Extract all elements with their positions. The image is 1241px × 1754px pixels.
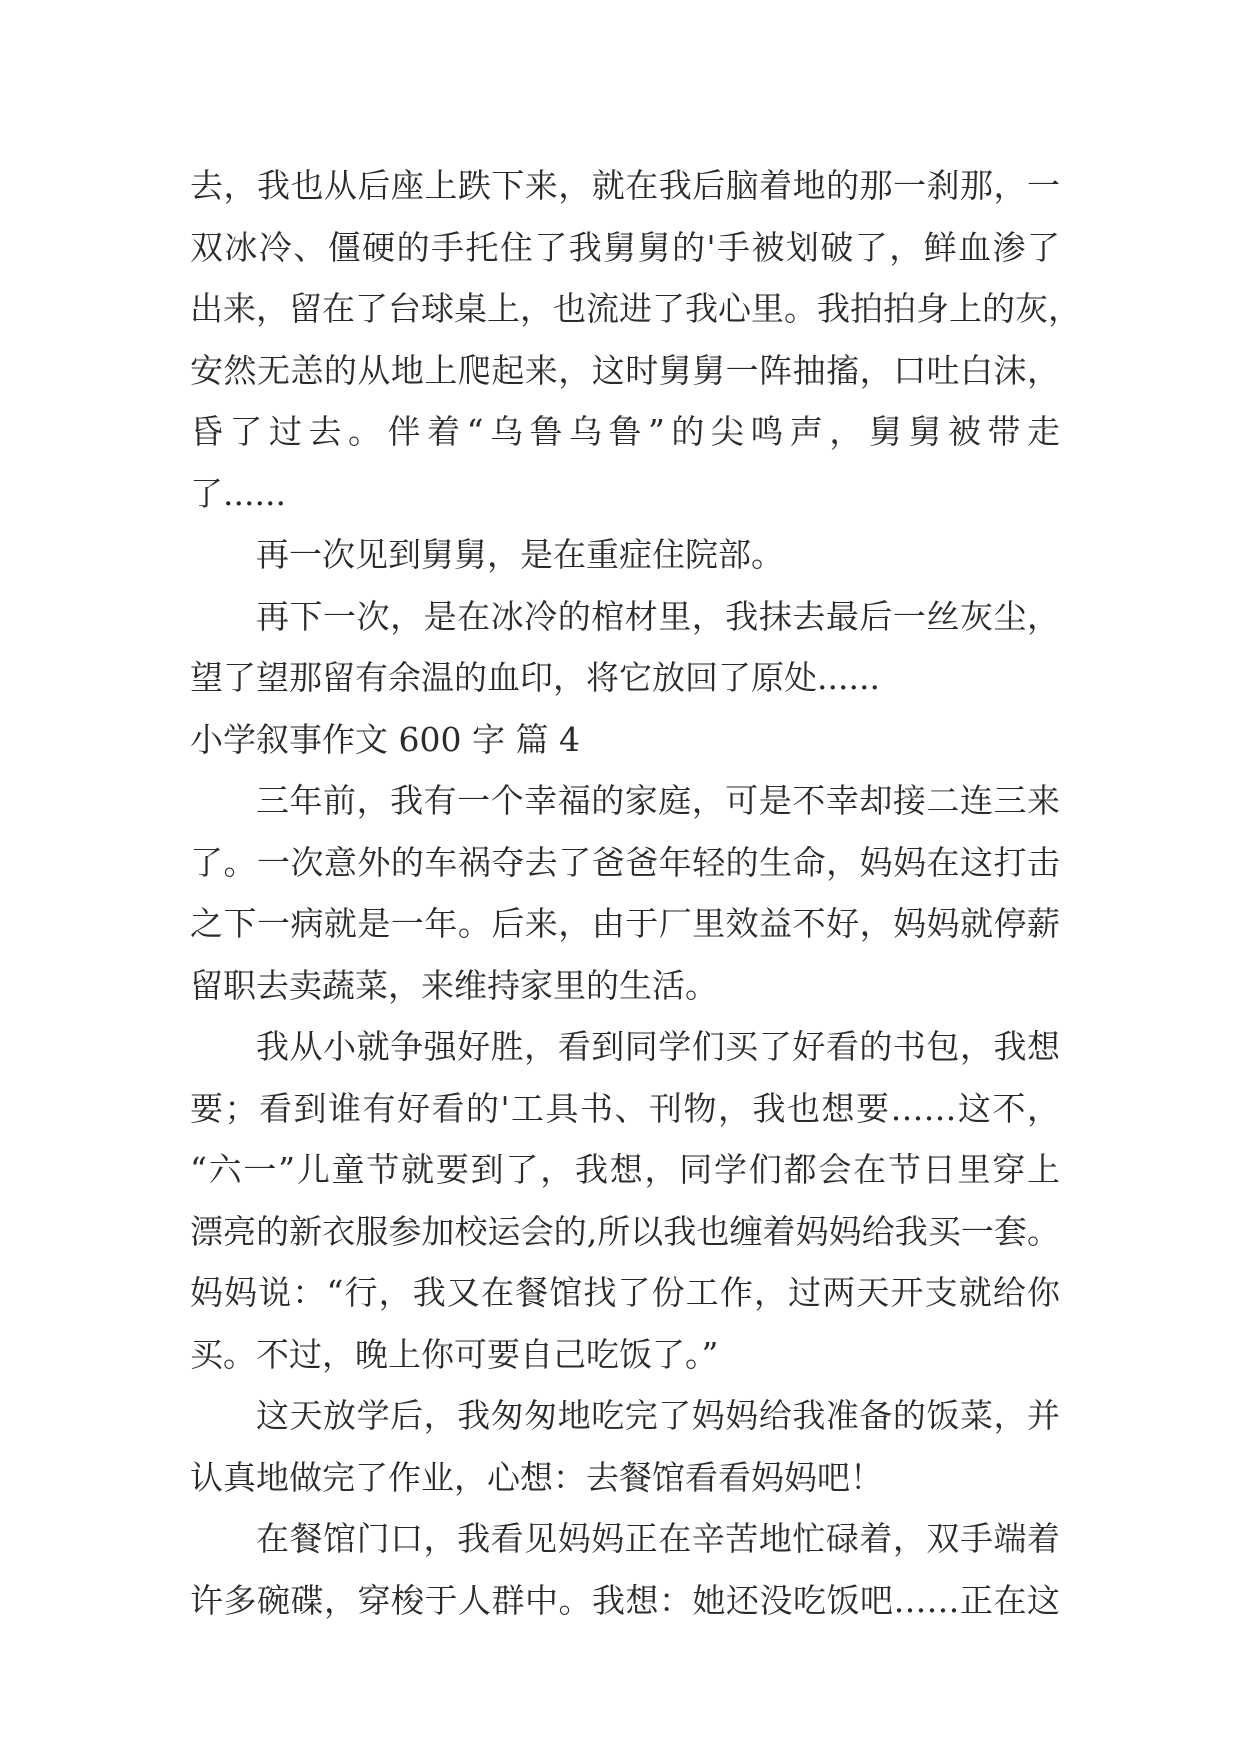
text-line: 留职去卖蔬菜，来维持家里的生活。 [190,965,718,1005]
text-line: 之下一病就是一年。后来，由于厂里效益不好，妈妈就停薪 [190,904,1060,943]
paragraph-first-line: 我从小就争强好胜，看到同学们买了好看的书包，我想 [256,1027,1060,1066]
text-line: 了。一次意外的车祸夺去了爸爸年轻的生命，妈妈在这打击 [190,842,1060,882]
paragraph-first-line: 在餐馆门口，我看见妈妈正在辛苦地忙碌着，双手端着 [256,1519,1060,1558]
text-line: 妈妈说：“行，我又在餐馆找了份工作，过两天开支就给你 [190,1273,1060,1312]
paragraph-first-line: 再下一次，是在冰冷的棺材里，我抹去最后一丝灰尘， [256,596,1060,636]
text-line: 买。不过，晚上你可要自己吃饭了。” [190,1334,719,1374]
text-line: 双冰冷、僵硬的手托住了我舅舅的'手被划破了，鲜血渗了 [190,227,1060,267]
document-body [190,155,1081,1631]
text-line: 望了望那留有余温的血印，将它放回了原处...... [190,658,880,697]
text-line: 许多碗碟，穿梭于人群中。我想：她还没吃饭吧……正在这 [190,1580,1060,1620]
text-line: 认真地做完了作业，心想：去餐馆看看妈妈吧！ [190,1457,883,1497]
text-line: 去，我也从后座上跌下来，就在我后脑着地的那一刹那，一 [190,166,1060,205]
paragraph-first-line: 三年前，我有一个幸福的家庭，可是不幸却接二连三来 [256,781,1060,820]
paragraph-first-line: 这天放学后，我匆匆地吃完了妈妈给我准备的饭菜，并 [256,1396,1060,1435]
text-line: 出来，留在了台球桌上，也流进了我心里。我拍拍身上的灰， [190,289,1081,328]
text-line: 安然无恙的从地上爬起来，这时舅舅一阵抽搐，口吐白沫， [190,350,1060,390]
paragraph-first-line: 再一次见到舅舅，是在重症住院部。 [256,535,784,574]
text-line: 漂亮的新衣服参加校运会的,所以我也缠着妈妈给我买一套。 [190,1211,1060,1251]
section-heading: 小学叙事作文 600 字 篇 4 [190,719,580,759]
text-line: “六一”儿童节就要到了，我想，同学们都会在节日里穿上 [190,1150,1060,1189]
text-line: 了...... [190,473,286,513]
text-line: 昏了过去。伴着“乌鲁乌鲁”的尖鸣声，舅舅被带走 [190,412,1060,451]
text-line: 要；看到谁有好看的'工具书、刊物，我也想要……这不， [190,1088,1060,1128]
